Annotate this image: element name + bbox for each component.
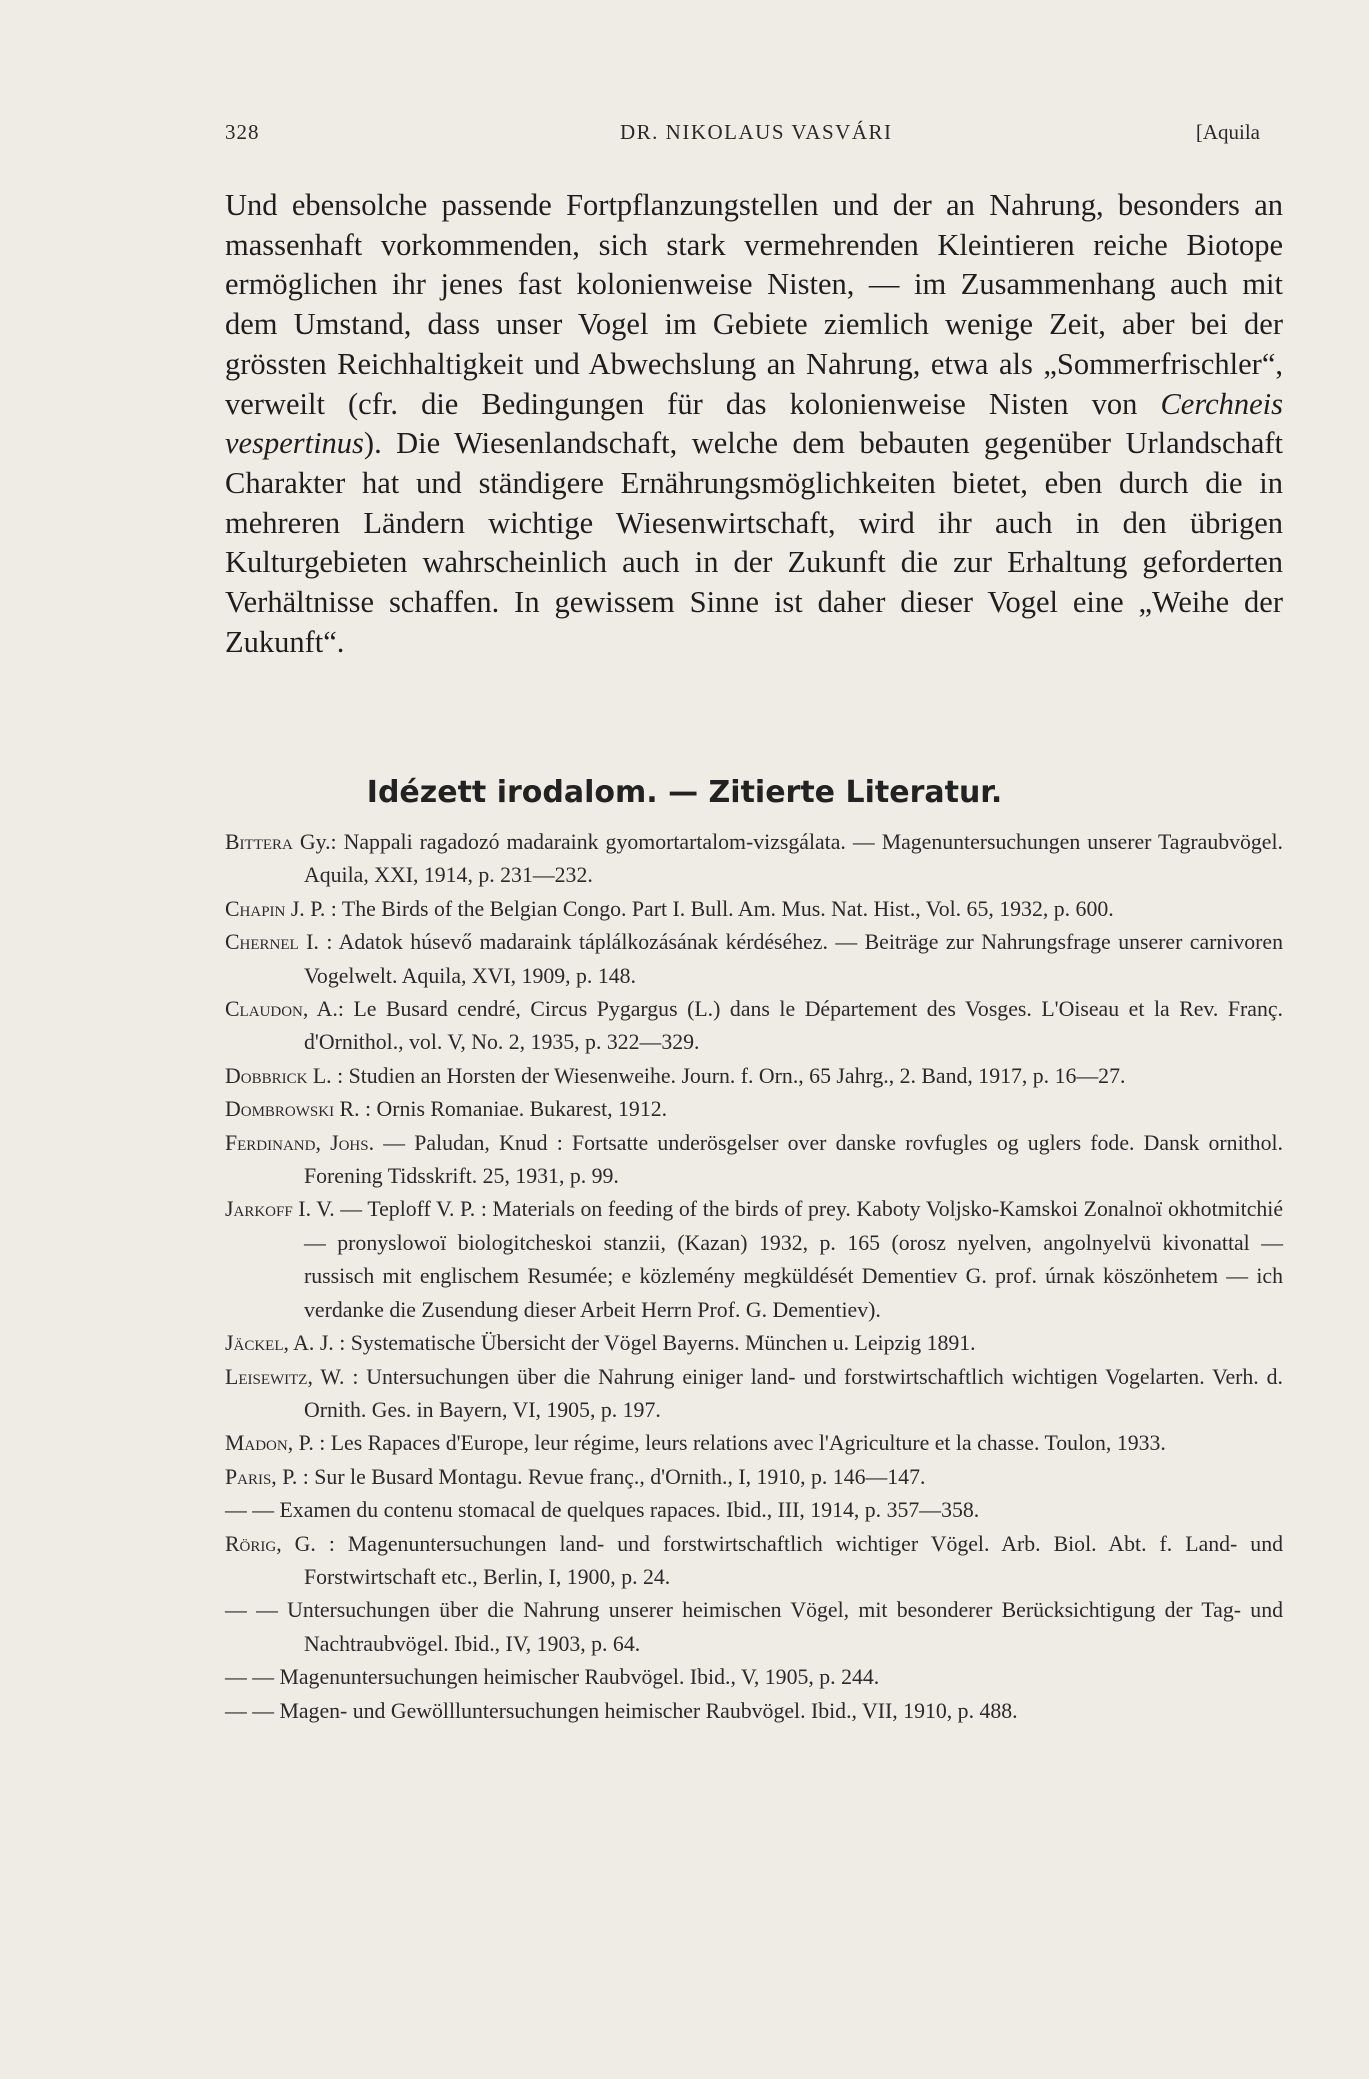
section-title: Idézett irodalom. — Zitierte Literatur. [366, 775, 1003, 810]
reference-text: Examen du contenu stomacal de quelques rapaces. Ibid., III, 1914, p. 357—358. [274, 1498, 980, 1523]
reference-item [225, 1661, 1283, 1694]
reference-author: Dombrowski [225, 1097, 335, 1122]
reference-text: Magenuntersuchungen heimischer Raubvögel. Ibid., V, 1905, p. 244. [274, 1665, 880, 1690]
reference-author: Dobbrick [225, 1063, 308, 1088]
body-paragraph [225, 186, 1283, 662]
reference-item [225, 1528, 1283, 1595]
paragraph-text-2: ). Die Wiesenlandschaft, welche dem bebauten gegenüber Urlandschaft Charakter hat und ständigere Ernährungsmöglichkeiten bietet, eben durch die in mehreren Ländern wichtige Wiesenwirtschaft, wird ihr auch in den übrigen Kulturgebieten wahrscheinlich auch in der Zukunft die zur Erhaltung geforderten Verhältnisse schaffen. In gewissem Sinne ist daher dieser Vogel eine „Weihe der Zukunft“. [225, 426, 1283, 659]
reference-item [225, 1494, 1283, 1527]
reference-item [225, 893, 1283, 926]
reference-text: I. : Adatok húsevő madaraink táplálkozásának kérdéséhez. — Beiträge zur Nahrungsfrage unserer carnivoren Vogelwelt. Aquila, XVI, 1909, p. 148. [298, 930, 1283, 988]
paragraph [225, 186, 1283, 662]
reference-author: — — [225, 1498, 275, 1523]
reference-text: Magen- und Gewöllluntersuchungen heimischer Raubvögel. Ibid., VII, 1910, p. 488. [274, 1698, 1018, 1723]
reference-text: — Paludan, Knud : Fortsatte underösgelser over danske rovfugles og uglers fode. Dansk ornithol. Forening Tidsskrift. 25, 1931, p. 99. [304, 1130, 1283, 1189]
reference-author: Leisewitz, [225, 1364, 313, 1389]
reference-item [225, 1594, 1283, 1661]
reference-item [225, 1361, 1283, 1428]
reference-text: Untersuchungen über die Nahrung unserer heimischen Vögel, mit besonderer Berücksichtigung der Tag- und Nachtraubvögel. Ibid., IV, 1903, p. 64. [277, 1598, 1283, 1656]
reference-text: G. : Magenuntersuchungen land- und forstwirtschaftlich wichtiger Vögel. Arb. Biol. Abt. f. Land- und Forstwirtschaft etc., Berlin, I, 1900, p. 24. [281, 1531, 1283, 1589]
reference-item [225, 1127, 1283, 1194]
reference-item [225, 1060, 1283, 1093]
reference-author: Rörig, [225, 1531, 282, 1556]
reference-author: Chapin [225, 896, 286, 921]
reference-author: Jäckel, [225, 1331, 289, 1356]
reference-item [225, 926, 1283, 993]
reference-list [225, 826, 1283, 1728]
reference-item [225, 993, 1283, 1060]
paragraph-text-1: Und ebensolche passende Fortpflanzungstellen und der an Nahrung, besonders an massenhaft vorkommenden, sich stark vermehrenden Kleintieren reiche Biotope ermöglichen ihr jenes fast kolonienweise Nisten, — im Zusammenhang auch mit dem Umstand, dass unser Vogel im Gebiete ziemlich wenige Zeit, aber bei der grössten Reichhaltigkeit und Abwechslung an Nahrung, etwa als „Sommerfrischler“, verweilt (cfr. die Bedingungen für das kolonienweise Nisten von [225, 188, 1283, 421]
reference-item [225, 1427, 1283, 1460]
running-journal: [Aquila [1195, 120, 1260, 144]
reference-text: I. V. — Teploff V. P. : Materials on feeding of the birds of prey. Kaboty Voljsko-Kamskoi Zonalnoï okhotmitchié — pronyslowoï biologitcheskoi stanzii, (Kazan) 1932, p. 165 (orosz nyelven, angolnyelvü kivonattal — russisch mit englischem Resumée; e közlemény megküldését Dementiev G. prof. úrnak köszönhetem — ich verdanke die Zusendung dieser Arbeit Herrn Prof. G. Dementiev). [292, 1197, 1283, 1322]
reference-author: Chernel [225, 930, 299, 955]
reference-text: P. : Sur le Busard Montagu. Revue franç., d'Ornith., I, 1910, p. 146—147. [276, 1464, 926, 1489]
reference-text: L. : Studien an Horsten der Wiesenweihe. Journ. f. Orn., 65 Jahrg., 2. Band, 1917, p. 16—27. [307, 1063, 1126, 1088]
reference-author: Claudon, [225, 997, 309, 1022]
reference-text: R. : Ornis Romaniae. Bukarest, 1912. [334, 1097, 668, 1122]
reference-author: Jarkoff [225, 1197, 293, 1222]
reference-text: A. J. : Systematische Übersicht der Vögel Bayerns. München u. Leipzig 1891. [288, 1331, 976, 1356]
reference-text: W. : Untersuchungen über die Nahrung einiger land- und forstwirtschaftlich wichtigen Vogelarten. Verh. d. Ornith. Ges. in Bayern, VI, 1905, p. 197. [304, 1364, 1283, 1422]
reference-text: J. P. : The Birds of the Belgian Congo. Part I. Bull. Am. Mus. Nat. Hist., Vol. 65, 1932, p. 600. [285, 896, 1114, 921]
reference-author: — — [225, 1598, 278, 1623]
reference-item [225, 1327, 1283, 1360]
running-header [225, 120, 1260, 150]
reference-text: P. : Les Rapaces d'Europe, leur régime, leurs relations avec l'Agriculture et la chasse. Toulon, 1933. [293, 1431, 1166, 1456]
reference-item [225, 1193, 1283, 1327]
reference-author: Paris, [225, 1464, 277, 1489]
reference-author: — — [225, 1698, 275, 1723]
running-author: DR. NIKOLAUS VASVÁRI [620, 120, 893, 144]
species-name: Cerchneis vespertinus [225, 386, 1283, 461]
reference-item [225, 1093, 1283, 1126]
page-number: 328 [225, 120, 260, 144]
reference-item [225, 1461, 1283, 1494]
reference-author: Ferdinand, Johs. [225, 1130, 375, 1155]
reference-author: Bittera [225, 830, 293, 854]
reference-item [225, 826, 1283, 893]
reference-text: Gy.: Nappali ragadozó madaraink gyomortartalom-vizsgálata. — Magenuntersuchungen unserer Tagraubvögel. Aquila, XXI, 1914, p. 231—232. [292, 830, 1283, 888]
reference-text: A.: Le Busard cendré, Circus Pygargus (L.) dans le Département des Vosges. L'Oiseau et la Rev. Franç. d'Ornithol., vol. V, No. 2, 1935, p. 322—329. [304, 997, 1283, 1055]
reference-item [225, 1695, 1283, 1728]
reference-author: Madon, [225, 1431, 294, 1456]
reference-author: — — [225, 1665, 275, 1690]
